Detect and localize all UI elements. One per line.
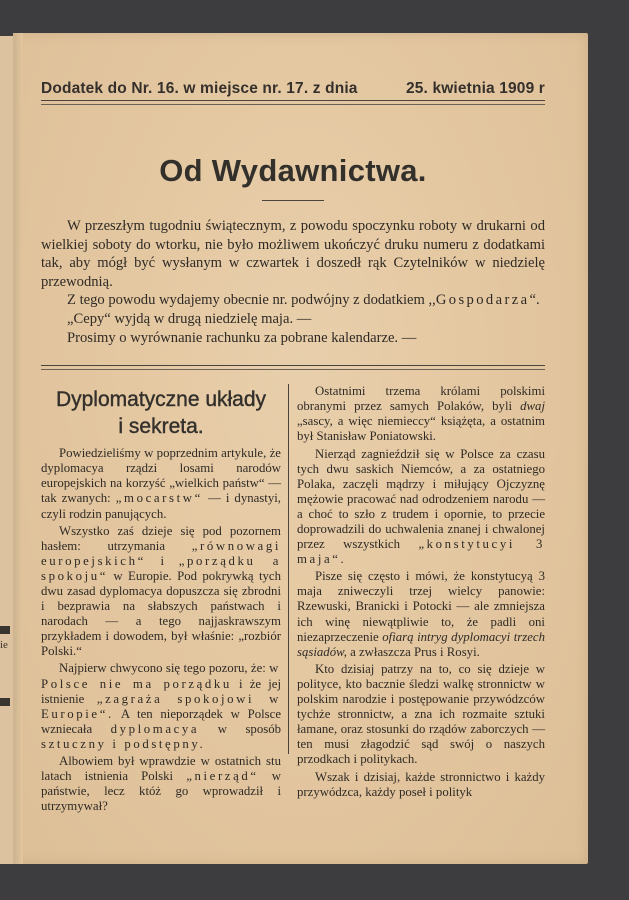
- left-column: [41, 378, 281, 814]
- text: Najpierw chwycono się tego pozoru, że:: [59, 661, 266, 676]
- emphasis-text: „porządku a spokoju“: [41, 553, 282, 583]
- right-column: [297, 378, 545, 814]
- page-content: [41, 80, 545, 814]
- text: i: [160, 553, 165, 568]
- issue-header-text: Dodatek do Nr. 16. w miejsce nr. 17. z dnia: [41, 80, 358, 97]
- section-rule: [41, 365, 545, 370]
- italic-text: dwaj: [520, 399, 545, 414]
- article-paragraph: [41, 754, 281, 814]
- emphasis-text: w Polsce nie ma porządku: [41, 661, 281, 691]
- text: w państwie, lecz któż go wprowadził i utrzymywał?: [41, 769, 282, 814]
- text: Albowiem był wprawdzie w ostatnich stu latach istnienia Polski: [41, 754, 281, 784]
- article-paragraph: [41, 524, 281, 660]
- emphasis-text: „nierząd“: [186, 769, 259, 784]
- print-mark: [0, 698, 10, 706]
- italic-text: ofiarą intryg dyplomacyi trzech sąsiadów,: [297, 629, 545, 659]
- header-rule: [41, 100, 545, 105]
- text: w sposób: [217, 721, 281, 736]
- adjacent-page-fragment: ie: [0, 639, 8, 651]
- text: A ten nieporządek w Polsce wzniecała: [41, 706, 281, 736]
- text: a zwłaszcza Prus i Rosyi.: [350, 644, 480, 659]
- article-paragraph: [297, 447, 545, 568]
- page-spine-shadow: [13, 33, 23, 864]
- article-paragraph: [41, 661, 281, 752]
- notice-paragraph: „Cepy“ wyjdą w drugą niedzielę maja. —: [67, 310, 312, 327]
- emphasis-text: „równowagi europejskich“: [41, 538, 281, 568]
- title-rule: [262, 200, 324, 201]
- article-paragraph: [297, 569, 545, 660]
- article-title-line: i sekreta.: [118, 415, 204, 439]
- article-body-right: [297, 384, 545, 800]
- emphasis-text: „zagraża spokojowi w Europie“.: [41, 691, 281, 721]
- notice-paragraph: Prosimy o wyrównanie rachunku za pobrane kalendarze. —: [67, 329, 417, 346]
- article-paragraph: [41, 446, 281, 521]
- notice-title: Od Wydawnictwa.: [159, 153, 427, 188]
- notice-text: Z tego powodu wydajemy obecnie nr. podwójny z dodatkiem ,,: [67, 292, 436, 309]
- emphasis-text: dyplomacya: [110, 721, 200, 736]
- print-mark: [0, 626, 10, 634]
- emphasis-text: sztuczny i podstępny.: [41, 736, 206, 751]
- text: Powiedzieliśmy w poprzednim artykule, że dyplomacya rządzi losami narodów europejskich na korzyść „wielkich państw“ — tak zwanych:: [41, 446, 281, 506]
- text: Pisze się często i mówi, że konstytucyą 3 maja zniweczyli trzej wielcy panowie: Rzewuski, Branicki i Potocki — ale zmniejsza ich winę niewątpliwie to, że padli oni niezaprzeczenie: [297, 569, 545, 644]
- notice-paragraph: W przeszłym tugodniu świątecznym, z powodu spoczynku roboty w drukarni od wielkiej soboty do wtorku, nie było możliwem ukończyć druku numeru z dodatkami tak, aby mógł być wysłanym w czwartek i doszedł rąk Czytelników w niedzielę przewodnią.: [41, 218, 545, 290]
- text: w Europie. Pod pokrywką tych dwu zasad dyplomacya dopuszcza się zbrodni i bezprawia na słabszych państwach i narodach — a tego najjaskrawszym przykładem i dowodem, był właśnie: „rozbiór Polski.“: [41, 568, 281, 659]
- notice-text: “.: [529, 292, 540, 309]
- text: Wszystko zaś dzieje się pod pozornem hasłem: utrzymania: [41, 523, 281, 553]
- publisher-notice: [41, 217, 545, 347]
- article-paragraph: [297, 384, 545, 444]
- text: Nierząd zagnieździł się w Polsce za czasu tych dwu saskich Niemców, a za ostatniego Polaka, zaczęli mądrzy i miłujący Ojczyznę mężowie pracować nad odrodzeniem narodu — a choć to szło z trudem i opornie, to przecie doprowadzili do uchwalenia znanej i chwalonej przez wszystkich: [297, 446, 545, 552]
- article-title-line: Dyplomatyczne układy: [55, 388, 267, 412]
- article-paragraph: Kto dzisiaj patrzy na to, co się dzieje w polityce, kto bacznie śledzi walkę stronnictw w polskim narodzie i postępowanie przywódzców tychże stronnictw, a zna ich rozmaite sztuki łamane, oraz stosunki do rządów zaborczych — ten musi złagodzić sąd swój o naszych przodkach i politykach.: [297, 661, 545, 767]
- article-body-left: [41, 446, 281, 814]
- emphasis-text: „mocarstw“: [115, 491, 203, 506]
- text: Ostatnimi trzema królami polskimi obranymi przez samych Polaków, byli: [297, 384, 545, 414]
- issue-header: [41, 80, 545, 98]
- text: „sascy, a więc niemieccy“ książęta, a ostatnim był Stanisław Poniatowski.: [297, 414, 545, 444]
- text: — i dynastyi, czyli rodzin panujących.: [41, 491, 281, 521]
- article-title: [41, 386, 281, 440]
- column-divider: [288, 384, 289, 754]
- supplement-name: Gospodarza: [435, 292, 530, 309]
- notice-paragraph: [41, 291, 545, 310]
- text: i że jej istnienie: [41, 676, 282, 706]
- article-paragraph: Wszak i dzisiaj, każde stronnictwo i każdy przywódzca, każdy poseł i polityk: [297, 769, 545, 799]
- article-columns: [41, 378, 545, 814]
- issue-date: 25. kwietnia 1909 r: [406, 80, 545, 97]
- emphasis-text: „konstytucyi 3 maja“.: [297, 537, 545, 567]
